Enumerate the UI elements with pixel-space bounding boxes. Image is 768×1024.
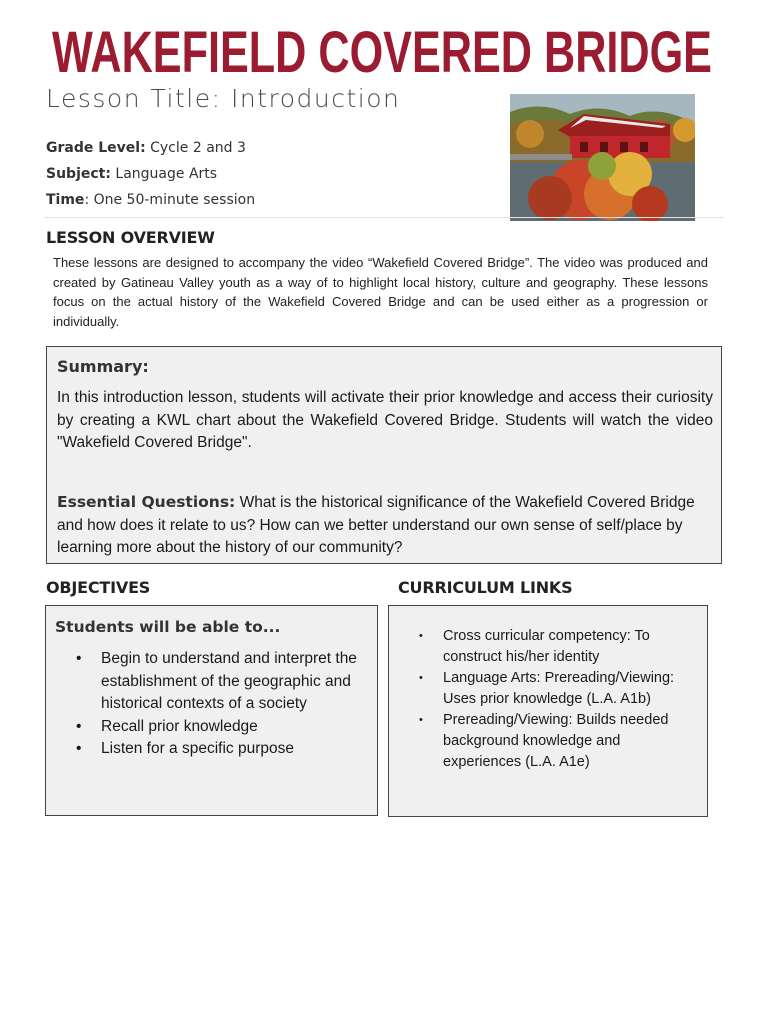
grade-level-label: Grade Level: xyxy=(46,140,146,156)
essential-questions-text: What is the historical significance of the Wakefield Covered Bridge and how does it relate to us? How can we better understand our own sense of self/place by learning more about the history of our community? xyxy=(57,494,695,556)
list-item xyxy=(389,668,707,710)
bullet-icon: • xyxy=(76,650,82,667)
lesson-overview-heading: LESSON OVERVIEW xyxy=(46,228,215,247)
covered-bridge-photo xyxy=(510,94,695,221)
curriculum-list xyxy=(389,626,707,773)
subject xyxy=(46,166,217,182)
curriculum-text: Prereading/Viewing: Builds needed background knowledge and experiences (L.A. A1e) xyxy=(443,712,669,770)
list-item xyxy=(389,710,707,773)
list-item xyxy=(389,626,707,668)
grade-level xyxy=(46,140,246,156)
objectives-heading: OBJECTIVES xyxy=(46,578,151,597)
grade-level-value: Cycle 2 and 3 xyxy=(145,140,246,156)
objectives-label: Students will be able to... xyxy=(55,618,281,636)
list-item xyxy=(46,738,376,761)
list-item xyxy=(46,716,376,739)
summary-box xyxy=(46,346,722,564)
bullet-icon: • xyxy=(76,740,82,757)
objectives-list xyxy=(46,648,376,761)
bullet-icon: • xyxy=(419,714,423,726)
subject-value: Language Arts xyxy=(110,166,218,182)
curriculum-links-box xyxy=(388,605,708,817)
page-title xyxy=(52,22,722,82)
curriculum-text: Language Arts: Prereading/Viewing: Uses prior knowledge (L.A. A1b) xyxy=(443,670,675,707)
lesson-title: Lesson Title: Introduction xyxy=(46,84,401,113)
curriculum-text: Cross curricular competency: To construct his/her identity xyxy=(443,628,650,665)
bullet-icon: • xyxy=(419,630,423,642)
subject-label: Subject: xyxy=(46,166,111,182)
bullet-icon: • xyxy=(76,717,82,735)
essential-questions xyxy=(57,491,713,560)
bullet-icon: • xyxy=(419,672,423,684)
objective-text: Recall prior knowledge xyxy=(101,717,258,735)
objective-text: Begin to understand and interpret the establishment of the geographic and historical contexts of a society xyxy=(101,650,357,712)
summary-label: Summary: xyxy=(57,357,149,376)
objectives-box xyxy=(45,605,378,816)
lesson-overview-text: These lessons are designed to accompany the video “Wakefield Covered Bridge”. The video was produced and created by Gatineau Valley youth as a way of to highlight local history, culture and geography. These lessons focus on the actual history of the Wakefield Covered Bridge and can be used either as a progression or individually. xyxy=(53,255,708,329)
objective-text: Listen for a specific purpose xyxy=(101,740,294,757)
list-item xyxy=(46,648,376,716)
essential-questions-label: Essential Questions: xyxy=(57,493,236,511)
time-label: Time xyxy=(46,192,85,208)
page-title-text: WAKEFIELD COVERED BRIDGE xyxy=(52,22,712,82)
time-value: : One 50-minute session xyxy=(84,192,256,208)
header-divider xyxy=(44,217,724,218)
curriculum-links-heading: CURRICULUM LINKS xyxy=(398,578,573,597)
summary-text: In this introduction lesson, students will activate their prior knowledge and access their curiosity by creating a KWL chart about the Wakefield Covered Bridge. Students will watch the video "Wakefield Covered Bridge". xyxy=(57,389,713,451)
time xyxy=(46,192,255,208)
